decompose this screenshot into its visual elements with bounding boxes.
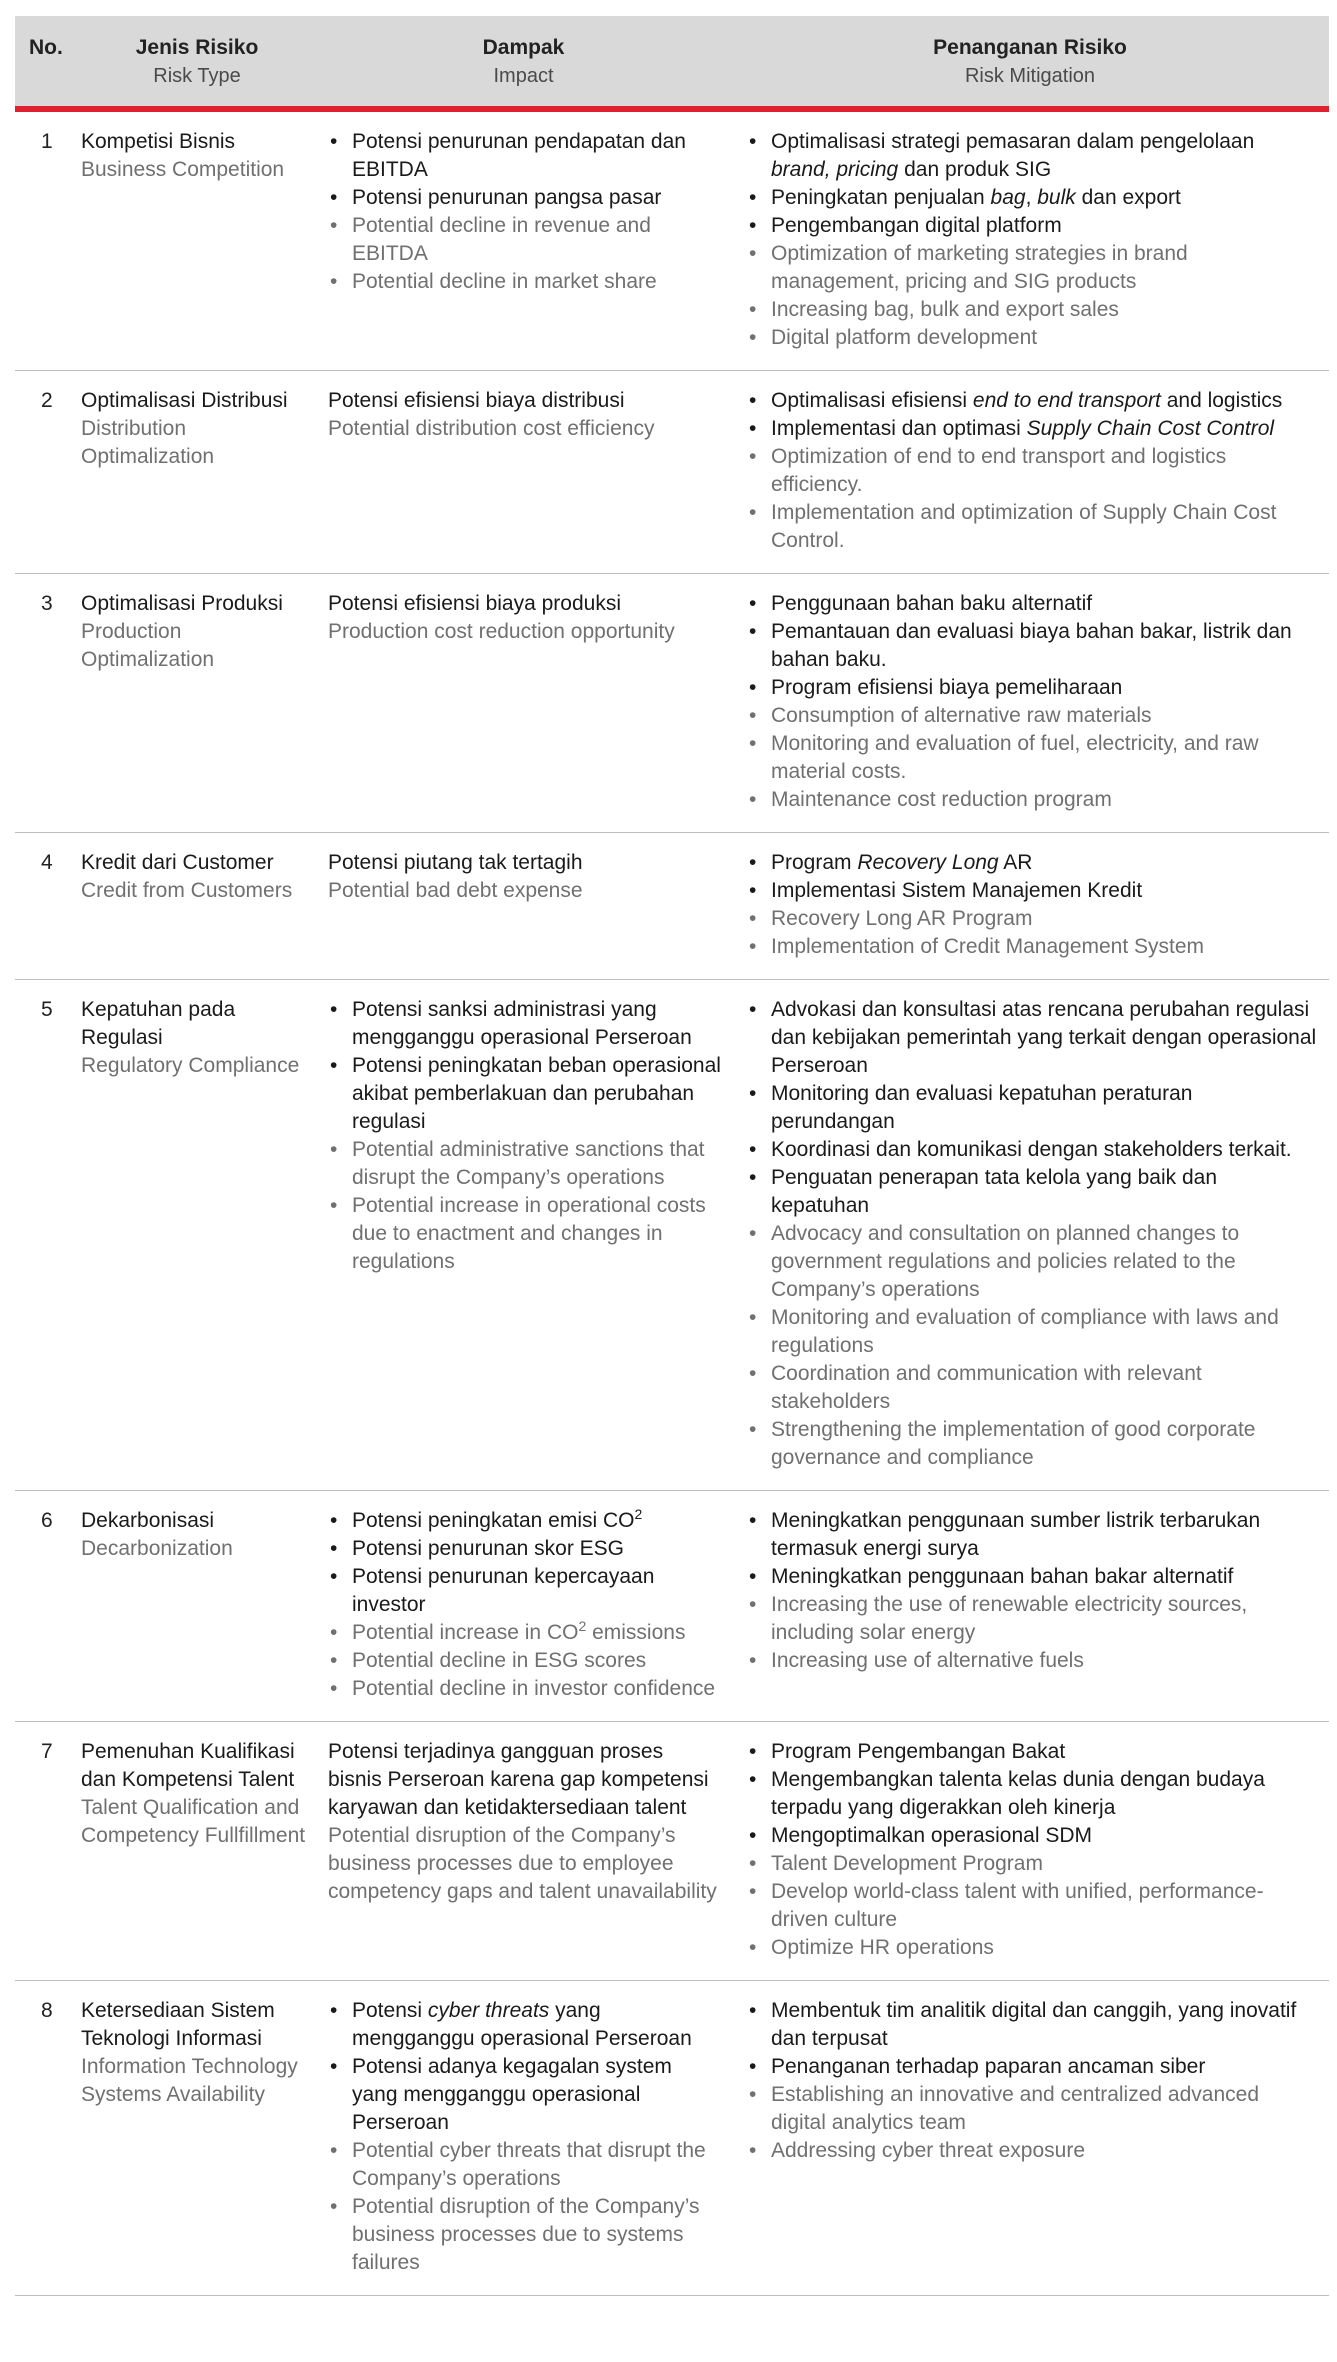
list-item: • Penguatan penerapan tata kelola yang baik dan kepatuhan (747, 1164, 1319, 1220)
risk-type: Optimalisasi Produksi (81, 592, 283, 615)
risk-type-english: Distribution Optimalization (81, 417, 215, 468)
mitigation-cell (731, 371, 1329, 574)
list-item-english: • Optimize HR operations (747, 1934, 1319, 1962)
risk-type-cell (78, 833, 316, 980)
list-item-english: • Increasing use of alternative fuels (747, 1647, 1319, 1675)
risk-type-cell (78, 371, 316, 574)
list-item-english: • Increasing the use of renewable electricity sources, including solar energy (747, 1591, 1319, 1647)
list-item-english: • Digital platform development (747, 324, 1319, 352)
risk-type-english: Credit from Customers (81, 879, 293, 902)
list-item: • Potensi adanya kegagalan system yang mengganggu operasional Perseroan (328, 2053, 721, 2137)
bullet-list (747, 1738, 1319, 1962)
table-row (15, 833, 1329, 980)
mitigation-cell (731, 980, 1329, 1491)
list-item-english: • Optimization of marketing strategies in brand management, pricing and SIG products (747, 240, 1319, 296)
row-number: 6 (15, 1491, 78, 1722)
list-item-english: • Talent Development Program (747, 1850, 1319, 1878)
mitigation-cell (731, 574, 1329, 833)
list-item-english: • Potential administrative sanctions that disrupt the Company’s operations (328, 1136, 721, 1192)
list-item: • Potensi penurunan pendapatan dan EBITDA (328, 128, 721, 184)
table-row (15, 574, 1329, 833)
impact-text-english: Potential disruption of the Company’s business processes due to employee competency gaps and talent unavailability (328, 1824, 717, 1903)
list-item-english: • Potential cyber threats that disrupt the Company’s operations (328, 2137, 721, 2193)
list-item: • Implementasi dan optimasi Supply Chain Cost Control (747, 415, 1319, 443)
risk-type-english: Business Competition (81, 158, 285, 181)
impact-cell (316, 1491, 731, 1722)
list-item: • Meningkatkan penggunaan sumber listrik terbarukan termasuk energi surya (747, 1507, 1319, 1563)
risk-type-english: Production Optimalization (81, 620, 215, 671)
impact-cell (316, 980, 731, 1491)
bullet-list (747, 849, 1319, 961)
impact-cell (316, 109, 731, 371)
list-item: • Advokasi dan konsultasi atas rencana perubahan regulasi dan kebijakan pemerintah yang terkait dengan operasional Perseroan (747, 996, 1319, 1080)
italic-term: end to end transport (972, 389, 1161, 412)
risk-type: Kepatuhan pada Regulasi (81, 998, 236, 1049)
list-item-english: • Develop world-class talent with unified, performance-driven culture (747, 1878, 1319, 1934)
list-item-english: • Potential increase in $CO^2$ emissions (328, 1619, 721, 1647)
list-item: • Potensi penurunan skor ESG (328, 1535, 721, 1563)
row-number: 8 (15, 1981, 78, 2296)
list-item: • Optimalisasi strategi pemasaran dalam pengelolaan brand, pricing dan produk SIG (747, 128, 1319, 184)
list-item-english: • Potential increase in operational costs due to enactment and changes in regulations (328, 1192, 721, 1276)
list-item: • Potensi peningkatan beban operasional akibat pemberlakuan dan perubahan regulasi (328, 1052, 721, 1136)
list-item-english: • Maintenance cost reduction program (747, 786, 1319, 814)
list-item-english: • Potential decline in revenue and EBITDA (328, 212, 721, 268)
italic-term: Recovery Long (857, 851, 999, 874)
list-item-english: • Advocacy and consultation on planned changes to government regulations and policies related to the Company’s operations (747, 1220, 1319, 1304)
subscript-number: 2 (634, 1506, 643, 1522)
list-item-english: • Implementation and optimization of Supply Chain Cost Control. (747, 499, 1319, 555)
list-item: • Penanganan terhadap paparan ancaman siber (747, 2053, 1319, 2081)
bullet-list (328, 1507, 721, 1703)
bullet-list (747, 1507, 1319, 1675)
risk-type-cell (78, 574, 316, 833)
mitigation-cell (731, 109, 1329, 371)
risk-type-cell (78, 1491, 316, 1722)
table-row (15, 1491, 1329, 1722)
list-item: • Program Pengembangan Bakat (747, 1738, 1319, 1766)
list-item-english: • Monitoring and evaluation of fuel, electricity, and raw material costs. (747, 730, 1319, 786)
list-item: • Pengembangan digital platform (747, 212, 1319, 240)
list-item: • Peningkatan penjualan bag, bulk dan export (747, 184, 1319, 212)
row-number: 4 (15, 833, 78, 980)
list-item-english: • Potential disruption of the Company’s business processes due to systems failures (328, 2193, 721, 2277)
risk-type: Dekarbonisasi (81, 1509, 215, 1532)
list-item: • Program efisiensi biaya pemeliharaan (747, 674, 1319, 702)
risk-mitigation-table (15, 16, 1329, 2296)
bullet-list (747, 387, 1319, 555)
subscript-number: 2 (578, 1618, 587, 1634)
table-row (15, 109, 1329, 371)
list-item: • Membentuk tim analitik digital dan canggih, yang inovatif dan terpusat (747, 1997, 1319, 2053)
list-item-english: • Coordination and communication with relevant stakeholders (747, 1360, 1319, 1416)
risk-type: Pemenuhan Kualifikasi dan Kompetensi Talent (81, 1740, 295, 1791)
row-number: 1 (15, 109, 78, 371)
italic-term: bag (990, 186, 1026, 209)
impact-text-english: Potential bad debt expense (328, 879, 583, 902)
list-item: • Potensi cyber threats yang mengganggu operasional Perseroan (328, 1997, 721, 2053)
mitigation-cell (731, 833, 1329, 980)
list-item-english: • Monitoring and evaluation of compliance with laws and regulations (747, 1304, 1319, 1360)
risk-type: Kredit dari Customer (81, 851, 274, 874)
list-item: • Penggunaan bahan baku alternatif (747, 590, 1319, 618)
list-item: • Implementasi Sistem Manajemen Kredit (747, 877, 1319, 905)
list-item-english: • Potential decline in market share (328, 268, 721, 296)
table-row (15, 980, 1329, 1491)
list-item: • Mengoptimalkan operasional SDM (747, 1822, 1319, 1850)
table-body (15, 109, 1329, 2296)
list-item-english: • Recovery Long AR Program (747, 905, 1319, 933)
risk-type-english: Regulatory Compliance (81, 1054, 300, 1077)
row-number: 2 (15, 371, 78, 574)
list-item: • Monitoring dan evaluasi kepatuhan peraturan perundangan (747, 1080, 1319, 1136)
risk-type-english: Decarbonization (81, 1537, 233, 1560)
list-item: • Pemantauan dan evaluasi biaya bahan bakar, listrik dan bahan baku. (747, 618, 1319, 674)
list-item-english: • Consumption of alternative raw materials (747, 702, 1319, 730)
row-number: 3 (15, 574, 78, 833)
impact-text-english: Potential distribution cost efficiency (328, 417, 655, 440)
impact-cell (316, 371, 731, 574)
list-item-english: • Establishing an innovative and centralized advanced digital analytics team (747, 2081, 1319, 2137)
mitigation-cell (731, 1981, 1329, 2296)
list-item-english: • Potential decline in ESG scores (328, 1647, 721, 1675)
header-no: No. (15, 16, 78, 109)
bullet-list (328, 1997, 721, 2277)
list-item-english: • Implementation of Credit Management System (747, 933, 1319, 961)
risk-type-english: Information Technology Systems Availability (81, 2055, 298, 2106)
table-row (15, 1722, 1329, 1981)
impact-text-english: Production cost reduction opportunity (328, 620, 675, 643)
list-item: • Mengembangkan talenta kelas dunia dengan budaya terpadu yang digerakkan oleh kinerja (747, 1766, 1319, 1822)
list-item-english: • Addressing cyber threat exposure (747, 2137, 1319, 2165)
bullet-list (328, 996, 721, 1276)
list-item: • Optimalisasi efisiensi end to end transport and logistics (747, 387, 1319, 415)
list-item-english: • Potential decline in investor confidence (328, 1675, 721, 1703)
list-item: • Program Recovery Long AR (747, 849, 1319, 877)
risk-type-english: Talent Qualification and Competency Fullfillment (81, 1796, 306, 1847)
header-risk-type: Jenis Risiko Risk Type (78, 16, 316, 109)
list-item: • Potensi peningkatan emisi $CO^2$ (328, 1507, 721, 1535)
impact-cell (316, 1981, 731, 2296)
list-item: • Meningkatkan penggunaan bahan bakar alternatif (747, 1563, 1319, 1591)
list-item: • Potensi sanksi administrasi yang mengganggu operasional Perseroan (328, 996, 721, 1052)
list-item-english: • Strengthening the implementation of good corporate governance and compliance (747, 1416, 1319, 1472)
impact-text: Potensi efisiensi biaya distribusi (328, 389, 625, 412)
list-item: • Potensi penurunan pangsa pasar (328, 184, 721, 212)
header-risk-mitigation: Penanganan Risiko Risk Mitigation (731, 16, 1329, 109)
risk-type-cell (78, 1981, 316, 2296)
bullet-list (747, 996, 1319, 1472)
bullet-list (328, 128, 721, 296)
list-item-english: • Increasing bag, bulk and export sales (747, 296, 1319, 324)
impact-cell (316, 574, 731, 833)
table-header (15, 16, 1329, 109)
table-row (15, 371, 1329, 574)
risk-type: Kompetisi Bisnis (81, 130, 236, 153)
impact-text: Potensi efisiensi biaya produksi (328, 592, 621, 615)
italic-term: cyber threats (427, 1999, 550, 2022)
impact-cell (316, 1722, 731, 1981)
italic-term: bulk (1037, 186, 1076, 209)
impact-text: Potensi piutang tak tertagih (328, 851, 583, 874)
header-impact: Dampak Impact (316, 16, 731, 109)
table-row (15, 1981, 1329, 2296)
row-number: 7 (15, 1722, 78, 1981)
row-number: 5 (15, 980, 78, 1491)
impact-text: Potensi terjadinya gangguan proses bisnis Perseroan karena gap kompetensi karyawan dan ketidaktersediaan talent (328, 1740, 709, 1819)
mitigation-cell (731, 1491, 1329, 1722)
bullet-list (747, 128, 1319, 352)
list-item: • Koordinasi dan komunikasi dengan stakeholders terkait. (747, 1136, 1319, 1164)
risk-type-cell (78, 1722, 316, 1981)
list-item: • Potensi penurunan kepercayaan investor (328, 1563, 721, 1619)
italic-term: Supply Chain Cost Control (1026, 417, 1275, 440)
mitigation-cell (731, 1722, 1329, 1981)
risk-type: Optimalisasi Distribusi (81, 389, 288, 412)
impact-cell (316, 833, 731, 980)
risk-type-cell (78, 980, 316, 1491)
italic-term: brand, pricing (771, 158, 899, 181)
risk-type: Ketersediaan Sistem Teknologi Informasi (81, 1999, 275, 2050)
bullet-list (747, 590, 1319, 814)
list-item-english: • Optimization of end to end transport and logistics efficiency. (747, 443, 1319, 499)
bullet-list (747, 1997, 1319, 2165)
risk-type-cell (78, 109, 316, 371)
